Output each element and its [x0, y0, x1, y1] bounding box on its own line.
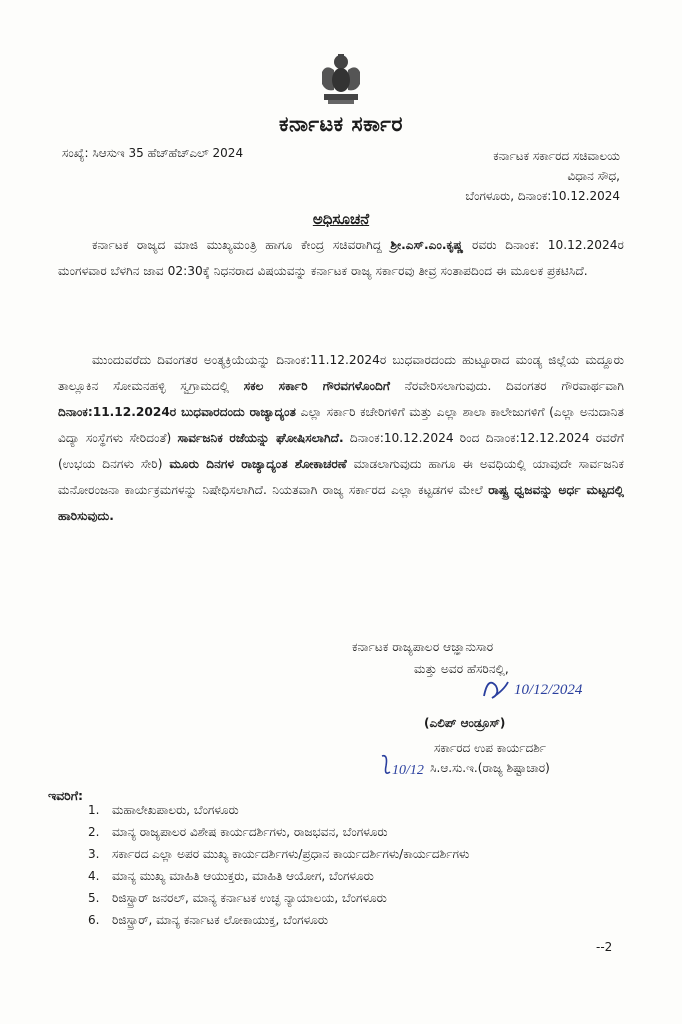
initials-text: 10/12: [392, 763, 424, 778]
recipient-number: 6.: [88, 913, 100, 927]
recipient-item: [88, 888, 588, 908]
office-line-1: ಕರ್ನಾಟಕ ಸರ್ಕಾರದ ಸಚಿವಾಲಯ: [493, 149, 620, 163]
p2-text-4: ದಿನಾಂಕ:10.12.2024 ರಿಂದ ದಿನಾಂಕ:12.12.2024 ರವರೆಗೆ (ಉಭಯ ದಿನಗಳು ಸೇರಿ): [58, 431, 624, 471]
p2-text-1: ಮುಂದುವರೆದು ದಿವಂಗತರ ಅಂತ್ಯಕ್ರಿಯೆಯನ್ನು ದಿನಾಂಕ:11.12.2024ರ ಬುಧವಾರದಂದು ಹುಟ್ಟೂರಾದ ಮಂಡ್ಯ ಜಿಲ್ಲೆಯ ಮದ್ದೂರು ತಾಲ್ಲೂಕಿನ ಸೋಮನಹಳ್ಳಿ ಸ್ವಗ್ರಾಮದಲ್ಲಿ: [58, 353, 624, 393]
p1-bold-name: ಶ್ರೀ.ಎಸ್.ಎಂ.ಕೃಷ್ಣ: [390, 238, 464, 252]
p2-bold-5: ರಾಷ್ಟ್ರ ಧ್ವಜವನ್ನು ಅರ್ಧ ಮಟ್ಟದಲ್ಲಿ ಹಾರಿಸುವುದು.: [58, 483, 624, 523]
government-title: ಕರ್ನಾಟಕ ಸರ್ಕಾರ: [279, 112, 403, 136]
recipients-list: [88, 798, 588, 930]
recipient-text: ರಿಜಿಸ್ಟ್ರಾರ್ ಜನರಲ್, ಮಾನ್ಯ ಕರ್ನಾಟಕ ಉಚ್ಛ ನ್ಯಾಯಾಲಯ, ಬೆಂಗಳೂರು: [112, 891, 387, 905]
handwritten-initials: [378, 752, 434, 782]
recipients-label: ಇವರಿಗೆ:: [48, 788, 84, 803]
p2-bold-1: ಸಕಲ ಸರ್ಕಾರಿ ಗೌರವಗಳೊಂದಿಗೆ: [243, 379, 390, 393]
recipient-text: ಮಾನ್ಯ ಮುಖ್ಯ ಮಾಹಿತಿ ಆಯುಕ್ತರು, ಮಾಹಿತಿ ಆಯೋಗ, ಬೆಂಗಳೂರು: [112, 869, 374, 883]
signature-mark: [478, 670, 590, 706]
signatory-designation: ಸರ್ಕಾರದ ಉಪ ಕಾರ್ಯದರ್ಶಿ: [433, 741, 546, 755]
p2-bold-3: ಸಾರ್ವಜನಿಕ ರಜೆಯನ್ನು ಘೋಷಿಸಲಾಗಿದೆ.: [177, 431, 344, 445]
p2-bold-2: ದಿನಾಂಕ:11.12.2024ರ ಬುಧವಾರದಂದು ರಾಜ್ಯಾದ್ಯಂತ: [58, 405, 297, 419]
recipient-text: ಸರ್ಕಾರದ ಎಲ್ಲಾ ಅಪರ ಮುಖ್ಯ ಕಾರ್ಯದರ್ಶಿಗಳು/ಪ್ರಧಾನ ಕಾರ್ಯದರ್ಶಿಗಳು/ಕಾರ್ಯದರ್ಶಿಗಳು: [112, 847, 470, 861]
p2-text-2: ನೆರವೇರಿಸಲಾಗುವುದು. ದಿವಂಗತರ ಗೌರವಾರ್ಥವಾಗಿ: [389, 379, 625, 393]
p2-text-3: ಎಲ್ಲಾ ಸರ್ಕಾರಿ ಕಚೇರಿಗಳಿಗೆ ಮತ್ತು ಎಲ್ಲಾ ಶಾಲಾ ಕಾಲೇಜುಗಳಿಗೆ (ಎಲ್ಲಾ ಅನುದಾನಿತ ವಿದ್ಯಾ ಸಂಸ್ಥೆಗಳು ಸೇರಿದಂತೆ): [58, 405, 624, 445]
page-continuation-mark: --2: [596, 940, 613, 954]
recipient-item: [88, 822, 588, 842]
reference-number: ಸಂಖ್ಯೆ: ಸಿಆಸುಇ 35 ಹೆಚ್‌ಹೆಚ್‌ಎಲ್ 2024: [62, 146, 244, 160]
recipient-text: ಮಾನ್ಯ ರಾಜ್ಯಪಾಲರ ವಿಶೇಷ ಕಾರ್ಯದರ್ಶಿಗಳು, ರಾಜಭವನ, ಬೆಂಗಳೂರು: [112, 825, 388, 839]
order-line-2: ಮತ್ತು ಅವರ ಹೆಸರಿನಲ್ಲಿ,: [414, 662, 509, 676]
office-line-2: ವಿಧಾನ ಸೌಧ,: [567, 169, 620, 183]
recipient-item: [88, 866, 588, 886]
recipient-text: ರಿಜಿಸ್ಟ್ರಾರ್, ಮಾನ್ಯ ಕರ್ನಾಟಕ ಲೋಕಾಯುಕ್ತ, ಬೆಂಗಳೂರು: [112, 913, 329, 927]
state-emblem-icon: [312, 50, 370, 108]
recipient-item: [88, 844, 588, 864]
p1-text-1: ಕರ್ನಾಟಕ ರಾಜ್ಯದ ಮಾಜಿ ಮುಖ್ಯಮಂತ್ರಿ ಹಾಗೂ ಕೇಂದ್ರ ಸಚಿವರಾಗಿದ್ದ: [92, 238, 382, 252]
office-address: [465, 146, 620, 206]
recipient-number: 1.: [88, 803, 100, 817]
recipient-item: [88, 910, 588, 930]
notification-title: ಅಧಿಸೂಚನೆ: [312, 210, 370, 228]
recipient-number: 5.: [88, 891, 100, 905]
p1-text-2: ರವರು ದಿನಾಂಕ: 10.12.2024ರ ಮಂಗಳವಾರ ಬೆಳಗಿನ ಜಾವ 02:30ಕ್ಕೆ ನಿಧನರಾದ ವಿಷಯವನ್ನು ಕರ್ನಾಟಕ ರಾಜ್ಯ ಸರ್ಕಾರವು ತೀವ್ರ ಸಂತಾಪದಿಂದ ಈ ಮೂಲಕ ಪ್ರಕಟಿಸಿದೆ.: [58, 238, 625, 278]
paragraph-2: [58, 347, 624, 529]
signature-date: 10/12/2024: [514, 682, 583, 698]
p2-text-5: ಮಾಡಲಾಗುವುದು ಹಾಗೂ ಈ ಅವಧಿಯಲ್ಲಿ ಯಾವುದೇ ಸಾರ್ವಜನಿಕ ಮನೋರಂಜನಾ ಕಾರ್ಯಕ್ರಮಗಳನ್ನು ನಿಷೇಧಿಸಲಾಗಿದೆ. ನಿಯತವಾಗಿ ರಾಜ್ಯ ಸರ್ಕಾರದ ಎಲ್ಲಾ ಕಟ್ಟಡಗಳ ಮೇಲೆ: [58, 457, 625, 497]
order-line-1: ಕರ್ನಾಟಕ ರಾಜ್ಯಪಾಲರ ಆಜ್ಞಾನುಸಾರ: [352, 640, 494, 654]
place-date: ಬೆಂಗಳೂರು, ದಿನಾಂಕ:10.12.2024: [465, 189, 620, 203]
recipient-number: 2.: [88, 825, 100, 839]
recipient-number: 4.: [88, 869, 100, 883]
recipient-text: ಮಹಾಲೇಖಪಾಲರು, ಬೆಂಗಳೂರು: [112, 803, 239, 817]
p2-bold-4: ಮೂರು ದಿನಗಳ ರಾಜ್ಯಾದ್ಯಂತ ಶೋಕಾಚರಣೆ: [169, 457, 347, 471]
paragraph-1: [58, 232, 624, 284]
recipient-number: 3.: [88, 847, 100, 861]
signatory-name: (ಎಲಿಪ್ ಆಂಡ್ರೂಸ್): [424, 716, 506, 730]
signatory-department: ಸಿ.ಆ.ಸು.ಇ.(ರಾಜ್ಯ ಶಿಷ್ಟಾಚಾರ): [430, 761, 550, 775]
recipient-item: [88, 800, 588, 820]
